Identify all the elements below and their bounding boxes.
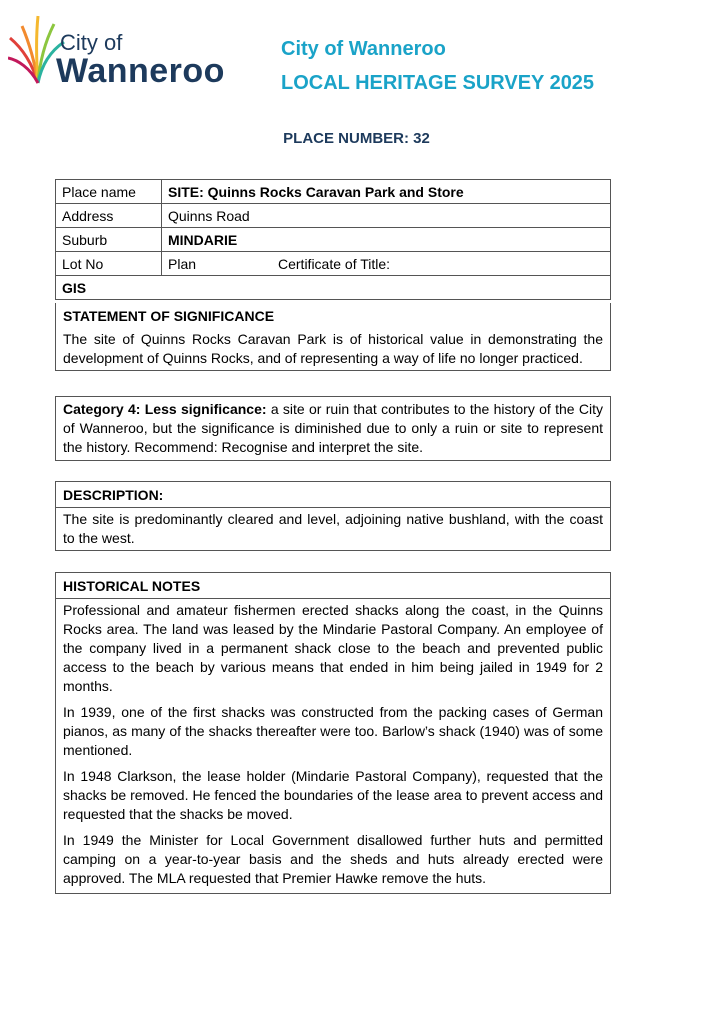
lot-label: Lot No (56, 252, 162, 276)
page-title: City of Wanneroo (281, 38, 446, 60)
place-name-label: Place name (56, 180, 162, 204)
description-text: The site is predominantly cleared and level, adjoining native bushland, with the coast to the west. (63, 511, 603, 546)
page-subtitle: LOCAL HERITAGE SURVEY 2025 (281, 72, 595, 94)
suburb-value: MINDARIE (162, 228, 611, 252)
description-heading: DESCRIPTION: (63, 487, 164, 503)
suburb-label: Suburb (56, 228, 162, 252)
place-number: PLACE NUMBER: 32 (283, 130, 430, 147)
logo-text-city: City of (60, 30, 123, 55)
place-info-table (55, 179, 611, 300)
table-row (56, 180, 611, 204)
table-row (56, 204, 611, 228)
category-box (55, 396, 611, 461)
category-text: a site or ruin that contributes to the history of the City of Wanneroo, but the significance is diminished due to only a ruin or site to represent the history. Recommend: Recognise and interpret the site. (63, 401, 603, 455)
logo-text-wanneroo: Wanneroo (56, 52, 225, 90)
table-row (56, 228, 611, 252)
city-logo (8, 8, 228, 88)
place-name-value: SITE: Quinns Rocks Caravan Park and Store (162, 180, 611, 204)
historical-paragraph: In 1939, one of the first shacks was constructed from the packing cases of German pianos, as many of the shacks thereafter were too. Barlow’s shack (1940) was of some mentioned. (63, 704, 603, 758)
plan-label: Plan (168, 255, 197, 272)
historical-paragraph: In 1949 the Minister for Local Government disallowed further huts and permitted camping on a year-to-year basis and the sheds and huts already erected were approved. The MLA requested that Premier Hawke remove the huts. (63, 832, 603, 886)
historical-notes-heading: HISTORICAL NOTES (63, 578, 201, 594)
address-label: Address (56, 204, 162, 228)
lot-value (162, 252, 611, 276)
table-row (56, 276, 611, 300)
statement-of-significance (55, 303, 611, 371)
certificate-label: Certificate of Title: (278, 255, 391, 272)
table-row (56, 252, 611, 276)
historical-notes-box (55, 572, 611, 894)
statement-heading: STATEMENT OF SIGNIFICANCE (63, 308, 275, 324)
description-box (55, 481, 611, 551)
address-value: Quinns Road (162, 204, 611, 228)
statement-text: The site of Quinns Rocks Caravan Park is of historical value in demonstrating the development of Quinns Rocks, and of representing a way of life no longer practiced. (63, 331, 603, 366)
historical-paragraph: In 1948 Clarkson, the lease holder (Mindarie Pastoral Company), requested that the shacks be removed. He fenced the boundaries of the lease area to prevent access and requested that the shacks be moved. (63, 768, 603, 822)
gis-label: GIS (56, 276, 611, 300)
category-label: Category 4: Less significance: (63, 401, 267, 417)
historical-paragraph: Professional and amateur fishermen erected shacks along the coast, in the Quinns Rocks area. The land was leased by the Mindarie Pastoral Company. An employee of the company lived in a permanent shack close to the beach and prevented public access to the beach by various means that ended in him being jailed in 1949 for 2 months. (63, 602, 603, 694)
